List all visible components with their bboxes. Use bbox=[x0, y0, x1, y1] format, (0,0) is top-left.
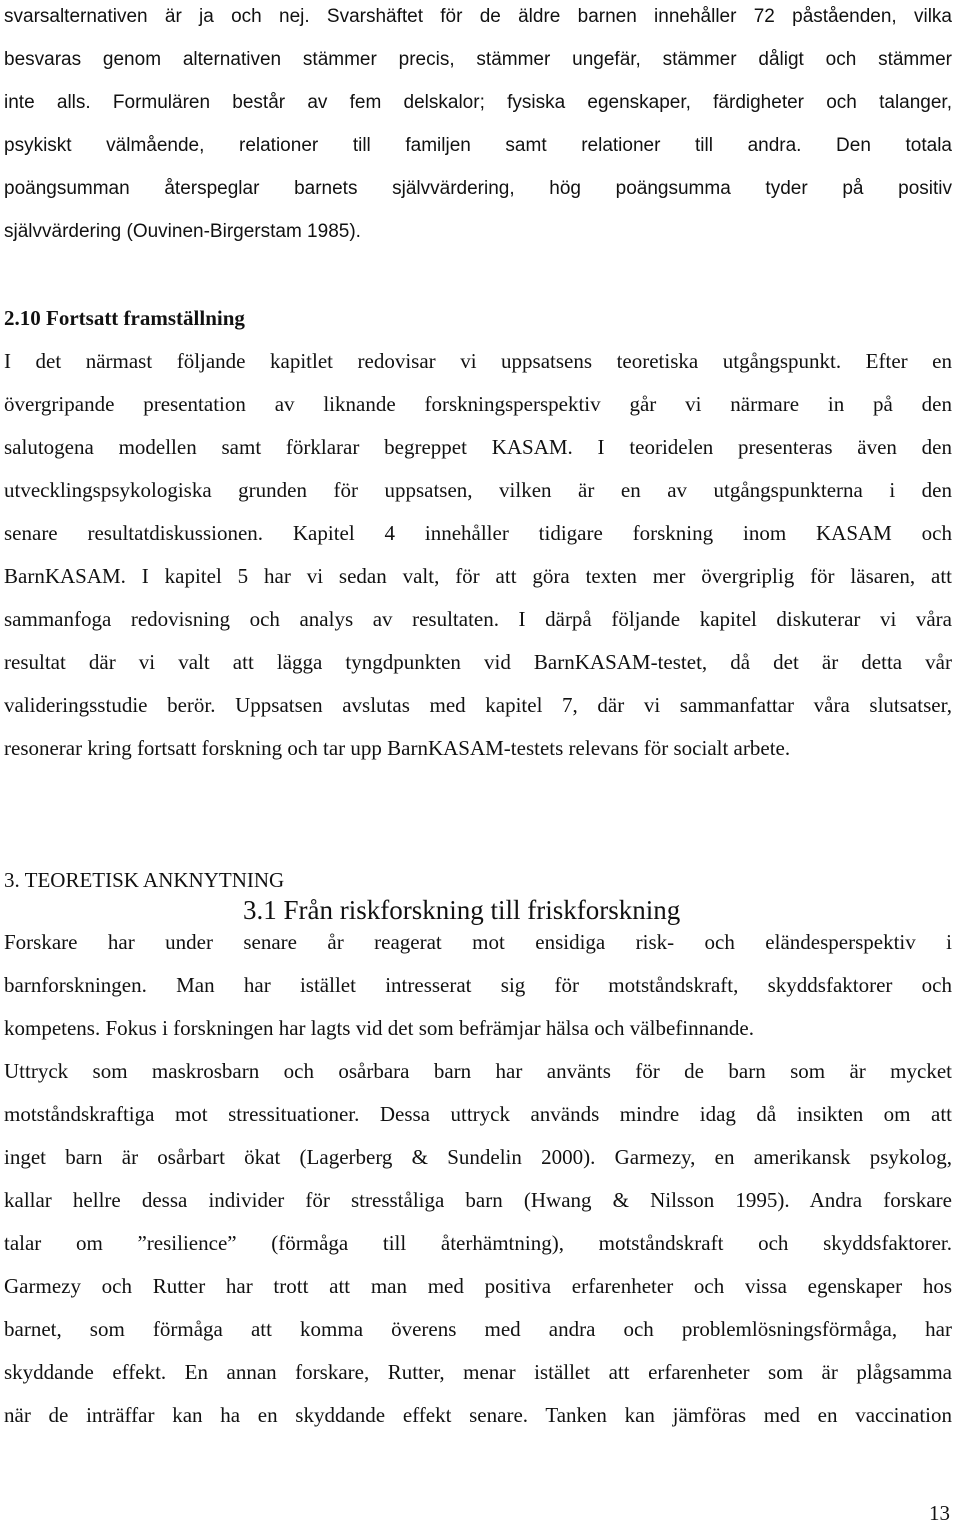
text-line: inte alls. Formulären består av fem delskalor; fysiska egenskaper, färdigheter och talanger, bbox=[4, 92, 952, 113]
text-line: barnet, som förmåga att komma överens med andra och problemlösningsförmåga, har bbox=[4, 1317, 952, 1341]
text-line: barnforskningen. Man har istället intresserat sig för motståndskraft, skyddsfaktorer och bbox=[4, 973, 952, 997]
text-line: poängsumman återspeglar barnets självvärdering, hög poängsumma tyder på positiv bbox=[4, 178, 952, 199]
text-line: kallar hellre dessa individer för stresståliga barn (Hwang & Nilsson 1995). Andra forskare bbox=[4, 1188, 952, 1212]
text-line: övergripande presentation av liknande forskningsperspektiv går vi närmare in på den bbox=[4, 392, 952, 416]
text-line: resonerar kring fortsatt forskning och tar upp BarnKASAM-testets relevans för socialt arbete. bbox=[4, 736, 791, 760]
text-line: besvaras genom alternativen stämmer precis, stämmer ungefär, stämmer dåligt och stämmer bbox=[4, 49, 952, 70]
text-line: Garmezy och Rutter har trott att man med positiva erfarenheter och vissa egenskaper hos bbox=[4, 1274, 952, 1298]
text-line: kompetens. Fokus i forskningen har lagts vid det som befrämjar hälsa och välbefinnande. bbox=[4, 1016, 754, 1040]
text-line: Uttryck som maskrosbarn och osårbara barn har använts för de barn som är mycket bbox=[4, 1059, 952, 1083]
text-line: självvärdering (Ouvinen-Birgerstam 1985). bbox=[4, 221, 361, 242]
text-line: utvecklingspsykologiska grunden för uppsatsen, vilken är en av utgångspunkterna i den bbox=[4, 478, 952, 502]
text-line: salutogena modellen samt förklarar begreppet KASAM. I teoridelen presenteras även den bbox=[4, 435, 952, 459]
section-heading: 2.10 Fortsatt framställning bbox=[4, 306, 245, 330]
text-line: BarnKASAM. I kapitel 5 har vi sedan valt, för att göra texten mer övergriplig för läsaren, att bbox=[4, 564, 952, 588]
text-line: Forskare har under senare år reagerat mot ensidiga risk- och eländesperspektiv i bbox=[4, 930, 952, 954]
text-line: psykiskt välmående, relationer till familjen samt relationer till andra. Den totala bbox=[4, 135, 952, 156]
text-line: svarsalternativen är ja och nej. Svarshäftet för de äldre barnen innehåller 72 påståenden, vilka bbox=[4, 6, 952, 27]
subsection-heading: 3.1 Från riskforskning till friskforskning bbox=[243, 895, 681, 925]
text-line: resultat där vi valt att lägga tyngdpunkten vid BarnKASAM-testet, då det är detta vår bbox=[4, 650, 952, 674]
text-line: skyddande effekt. En annan forskare, Rutter, menar istället att erfarenheter som är plågsamma bbox=[4, 1360, 952, 1384]
text-line: inget barn är osårbart ökat (Lagerberg & Sundelin 2000). Garmezy, en amerikansk psykolog, bbox=[4, 1145, 952, 1169]
text-line: när de inträffar kan ha en skyddande effekt senare. Tanken kan jämföras med en vaccination bbox=[4, 1403, 952, 1427]
text-line: sammanfoga redovisning och analys av resultaten. I därpå följande kapitel diskuterar vi våra bbox=[4, 607, 952, 631]
page-number: 13 bbox=[929, 1501, 950, 1525]
text-line: senare resultatdiskussionen. Kapitel 4 innehåller tidigare forskning inom KASAM och bbox=[4, 521, 952, 545]
text-line: I det närmast följande kapitlet redovisar vi uppsatsens teoretiska utgångspunkt. Efter en bbox=[4, 349, 952, 373]
chapter-heading: 3. TEORETISK ANKNYTNING bbox=[4, 868, 285, 892]
text-line: motståndskraftiga mot stressituationer. Dessa uttryck används mindre idag då insikten om att bbox=[4, 1102, 952, 1126]
text-line: valideringsstudie berör. Uppsatsen avslutas med kapitel 7, där vi sammanfattar våra slutsatser, bbox=[4, 693, 952, 717]
text-line: talar om ”resilience” (förmåga till återhämtning), motståndskraft och skyddsfaktorer. bbox=[4, 1231, 952, 1255]
